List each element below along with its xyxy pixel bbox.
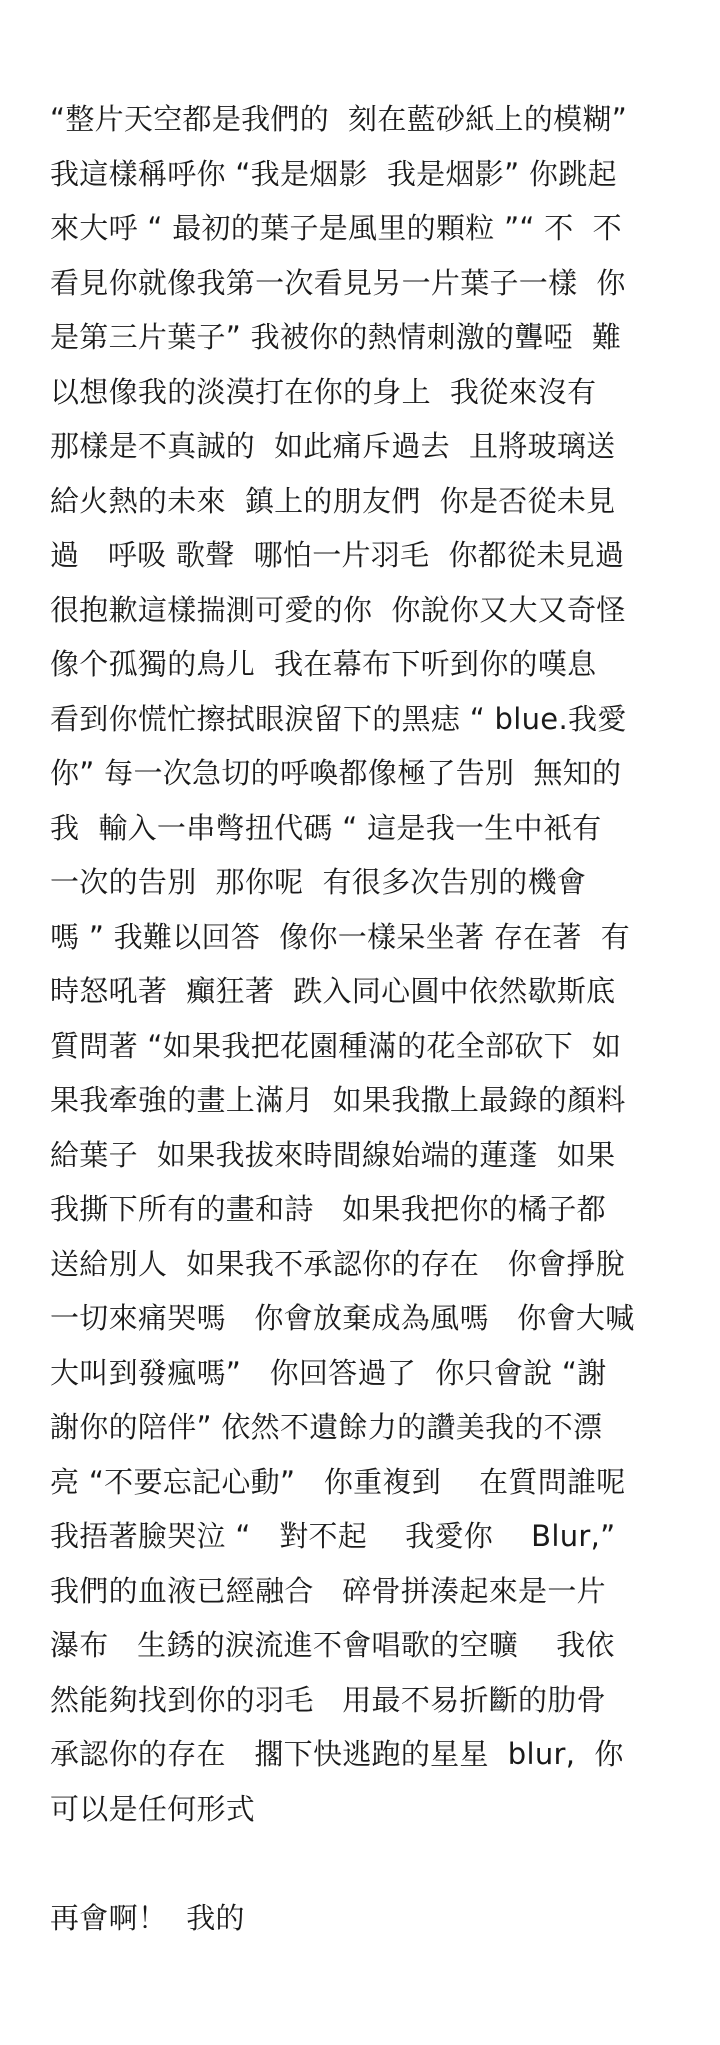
text-line: 很抱歉這樣揣測可愛的你 你說你又大又奇怪 (50, 592, 626, 627)
text-line: 看到你慌忙擦拭眼淚留下的黑痣 “ blue.我愛 (50, 701, 627, 736)
text-line: 過 呼吸 歌聲 哪怕一片羽毛 你都從未見過 (50, 538, 625, 572)
text-line: “整片天空都是我們的 刻在藍砂紙上的模糊” (50, 102, 628, 136)
text-line: 質問著 “如果我把花園種滿的花全部砍下 如 (50, 1028, 622, 1063)
text-line: 我捂著臉哭泣 “ 對不起 我愛你 Blur,” (50, 1519, 616, 1553)
text-line: 我 輸入一串彆扭代碼 “ 這是我一生中衹有 (50, 810, 602, 845)
text-line: 果我牽強的畫上滿月 如果我撒上最錄的顏料 (50, 1083, 626, 1117)
text-line: 謝你的陪伴” 依然不遺餘力的讚美我的不漂 (50, 1410, 603, 1444)
text-line: 你” 每一次急切的呼喚都像極了告別 無知的 (50, 756, 622, 790)
text-line: 我們的血液已經融合 碎骨拼湊起來是一片 (50, 1573, 606, 1608)
closing-line: 再會啊！ 我的 (50, 1900, 245, 1935)
text-line: 時怒吼著 癲狂著 跌入同心圓中依然歇斯底 (50, 974, 616, 1008)
letter-body (50, 92, 690, 1945)
text-line: 是第三片葉子” 我被你的熱情刺激的聾啞 難 (50, 320, 622, 354)
paragraph-spacer (50, 1836, 690, 1891)
text-line: 送給別人 如果我不承認你的存在 你會掙脫 (50, 1246, 625, 1281)
text-line: 那樣是不真誠的 如此痛斥過去 且將玻璃送 (50, 429, 616, 463)
text-line: 看見你就像我第一次看見另一片葉子一樣 你 (50, 265, 626, 300)
text-line: 可以是任何形式 (50, 1791, 256, 1826)
text-line: 我這樣稱呼你 “我是烟影 我是烟影” 你跳起 (50, 156, 617, 191)
text-line: 嗎 ” 我難以回答 像你一樣呆坐著 存在著 有 (50, 919, 631, 954)
text-line: 然能夠找到你的羽毛 用最不易折斷的肋骨 (50, 1682, 606, 1717)
text-line: 我撕下所有的畫和詩 如果我把你的橘子都 (50, 1192, 606, 1226)
text-line: 像个孤獨的鳥儿 我在幕布下听到你的嘆息 (50, 647, 597, 681)
text-line: 一次的告別 那你呢 有很多次告別的機會 (50, 865, 587, 899)
text-line: 亮 “不要忘記心動” 你重複到 在質問誰呢 (50, 1464, 626, 1499)
text-line: 來大呼 “ 最初的葉子是風里的顆粒 ”“ 不 不 (50, 211, 622, 245)
text-line: 一切來痛哭嗎 你會放棄成為風嗎 你會大喊 (50, 1301, 635, 1335)
text-line: 承認你的存在 擱下快逃跑的星星 blur, 你 (50, 1737, 624, 1771)
text-line: 以想像我的淡漠打在你的身上 我從來沒有 (50, 374, 597, 409)
text-line: 給葉子 如果我拔來時間線始端的蓮蓬 如果 (50, 1137, 616, 1172)
text-line: 大叫到發瘋嗎” 你回答過了 你只會說 “謝 (50, 1355, 607, 1390)
text-line: 給火熱的未來 鎮上的朋友們 你是否從未見 (50, 483, 616, 518)
text-line: 瀑布 生銹的淚流進不會唱歌的空曠 我依 (50, 1628, 615, 1662)
